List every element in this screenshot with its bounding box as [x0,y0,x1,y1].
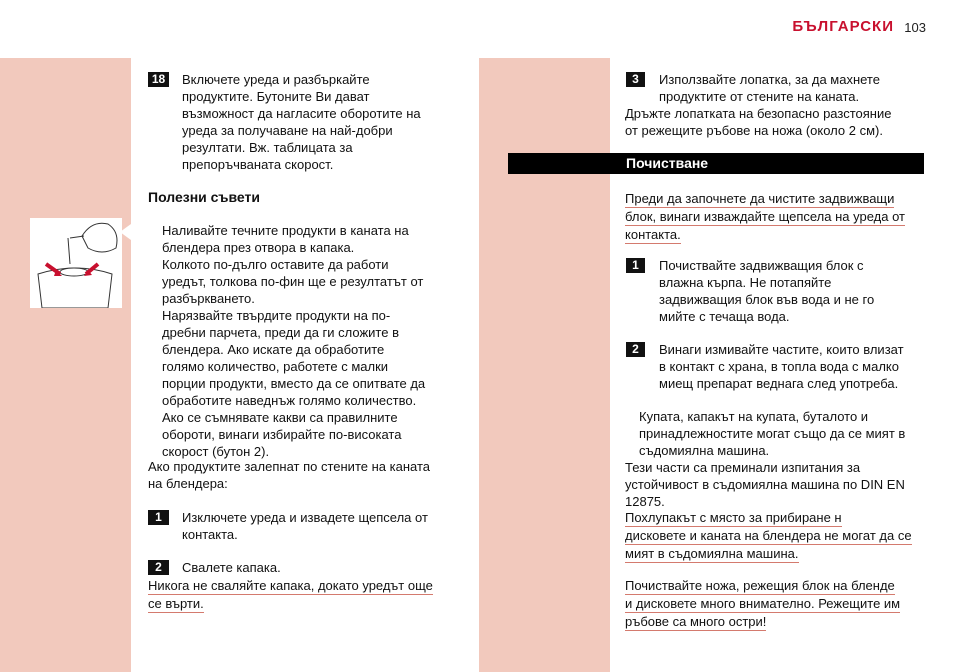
din-note: Тези части са преминали изпитания за устойчивост в съдомиялна машина по DIN EN 12875. [625,460,905,509]
lid-warning: Никога не сваляйте капака, докато уредът още се върти. [148,578,433,611]
knife-warning: Почиствайте ножа, режещия блок на бленде и дисковете много внимателно. Режещите им ръбове са много остри! [625,578,901,629]
left-step-2-number: 2 [148,560,169,575]
step-3-text: Използвайте лопатка, за да махнете продуктите от стените на каната. [659,72,880,104]
blender-pouring-illustration [30,218,122,308]
illustration-pointer [120,224,131,240]
step-18-number: 18 [148,72,169,87]
right-step-2-number: 2 [626,342,645,357]
dishwasher-note: Купата, капакът на купата, буталото и принадлежностите могат също да се мият в съдомиялна машина. [639,409,906,458]
right-margin-band [479,58,610,672]
right-step-2-text: Винаги измивайте частите, които влизат в контакт с храна, в топла вода с малко миещ препарат веднага след употреба. [659,342,904,391]
page-number: 103 [904,20,926,35]
spatula-distance-note: Дръжте лопатката на безопасно разстояние от режещите ръбове на ножа (около 2 см). [625,106,892,138]
tips-heading: Полезни съвети [148,189,260,205]
cleaning-section-title: Почистване [508,153,924,174]
cover-warning: Похлупакът с място за прибиране н дисковете и каната на блендера не могат да се мият в съдомиялна машина. [625,510,912,561]
left-step-1-text: Изключете уреда и извадете щепсела от контакта. [182,510,428,542]
right-step-1-number: 1 [626,258,645,273]
left-step-1-number: 1 [148,510,169,525]
left-margin-band [0,58,131,672]
unplug-warning: Преди да започнете да чистите задвижващи блок, винаги изваждайте щепсела на уреда от контакта. [625,191,905,242]
right-step-1-text: Почиствайте задвижващия блок с влажна кърпа. Не потапяйте задвижващия блок във вода и не го мийте с течаща вода. [659,258,875,324]
left-step-2-text: Свалете капака. [182,560,281,575]
tips-list: Наливайте течните продукти в каната на блендера през отвора в капака. Колкото по-дълго оставите да работи уредът, толкова по-фин ще е резултатът от разбъркването. Нарязвайте твърдите продукти на по- дребни парчета, преди да ги сложите в блендера. Ако искате да обработите голямо количество, работете с малки порции продукти, вместо да се опитвате да обработите наведнъж голямо количество. Ако се съмнявате какви са правилните обороти, винаги избирайте по-високата скорост (бутон 2). [162,223,426,459]
step-3-number: 3 [626,72,645,87]
language-header: БЪЛГАРСКИ [792,18,894,35]
sticky-intro: Ако продуктите залепнат по стените на каната на блендера: [148,459,430,491]
step-18-text: Включете уреда и разбъркайте продуктите. Бутоните Ви дават възможност да нагласите оборотите на уреда за получаване на най-добри резултати. Вж. таблицата за препоръчваната скорост. [182,72,421,172]
